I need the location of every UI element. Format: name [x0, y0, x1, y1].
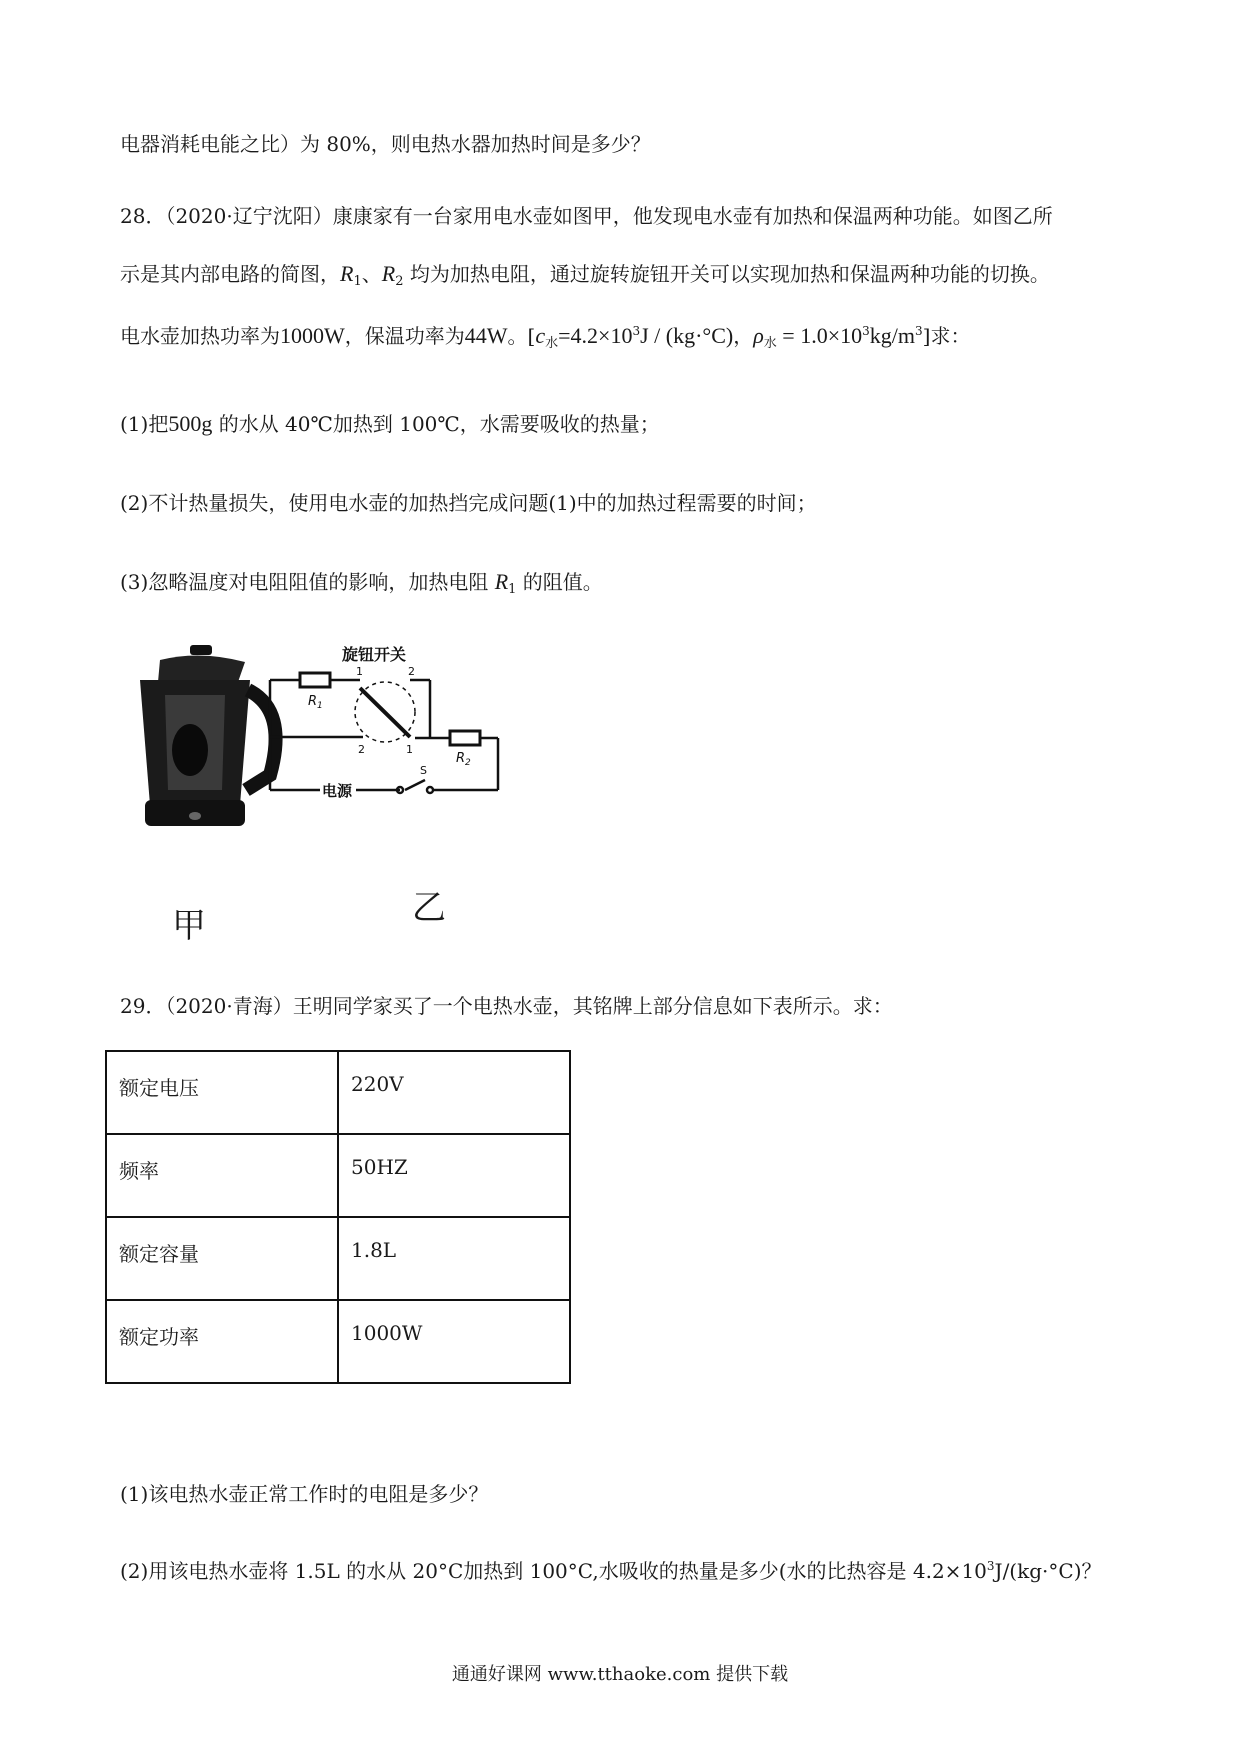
table-cell: 1000W — [338, 1300, 570, 1383]
table-cell: 1.8L — [338, 1217, 570, 1300]
table-cell: 额定容量 — [106, 1217, 338, 1300]
node-1-bottom: 1 — [406, 743, 413, 756]
node-2-top: 2 — [408, 665, 415, 678]
switch-label: 旋钮开关 — [342, 645, 407, 664]
question-28-part2: (2)不计热量损失，使用电水壶的加热挡完成问题(1)中的加热过程需要的时间； — [120, 491, 817, 515]
question-28-line3: 电水壶加热功率为1000W，保温功率为44W。[$c_水=4.2\times 10^3J / (kg\cdot^\circ C)$，$\rho_水 = 1.0\times 10^3kg/m^3$]求： — [120, 323, 971, 351]
switch-s-label: S — [420, 764, 427, 777]
table-row — [106, 1217, 570, 1300]
r1-label: $R_1$ — [308, 694, 323, 711]
table-row — [106, 1134, 570, 1217]
kettle-circuit-figure — [120, 640, 580, 870]
table-cell: 额定功率 — [106, 1300, 338, 1383]
kettle-image — [140, 645, 276, 826]
r2-label: $R_2$ — [456, 751, 471, 768]
figure-label-jia: 甲 — [172, 906, 206, 946]
table-cell: 额定电压 — [106, 1051, 338, 1134]
page-footer: 通通好课网 www.tthaoke.com 提供下载 — [451, 1664, 789, 1685]
node-2-bottom: 2 — [358, 743, 365, 756]
question-29-part2: (2)用该电热水壶将 1.5L 的水从 20°C加热到 100°C,水吸收的热量是多少(水的比热容是 $4.2\times 10^3J/(kg\cdot^\circ C)$？ — [120, 1559, 1102, 1583]
question-28-part3: (3)忽略温度对电阻阻值的影响，加热电阻 $R_1$ 的阻值。 — [120, 569, 603, 597]
question-28-line1: 28．（2020·辽宁沈阳）康康家有一台家用电水壶如图甲，他发现电水壶有加热和保温两种功能。如图乙所 — [120, 204, 1053, 228]
question-29: 29．（2020·青海）王明同学家买了一个电热水壶，其铭牌上部分信息如下表所示。求： — [120, 994, 893, 1018]
nameplate-table — [105, 1050, 571, 1384]
text-line: 电器消耗电能之比）为 80%，则电热水器加热时间是多少？ — [120, 132, 651, 156]
question-28-line2: 示是其内部电路的简图，$R_1$、$R_2$ 均为加热电阻，通过旋转旋钮开关可以实现加热和保温两种功能的切换。 — [120, 261, 1050, 289]
table-row — [106, 1300, 570, 1383]
node-1-top: 1 — [356, 665, 363, 678]
figure-label-yi: 乙 — [412, 888, 446, 928]
question-28-part1: (1)把500g 的水从 40℃加热到 100℃，水需要吸收的热量； — [120, 411, 660, 436]
power-source-label: 电源 — [322, 782, 353, 800]
circuit-diagram — [270, 673, 498, 793]
table-cell: 50HZ — [338, 1134, 570, 1217]
table-cell: 频率 — [106, 1134, 338, 1217]
table-cell: 220V — [338, 1051, 570, 1134]
table-row — [106, 1051, 570, 1134]
question-29-part1: (1)该电热水壶正常工作时的电阻是多少？ — [120, 1482, 489, 1506]
